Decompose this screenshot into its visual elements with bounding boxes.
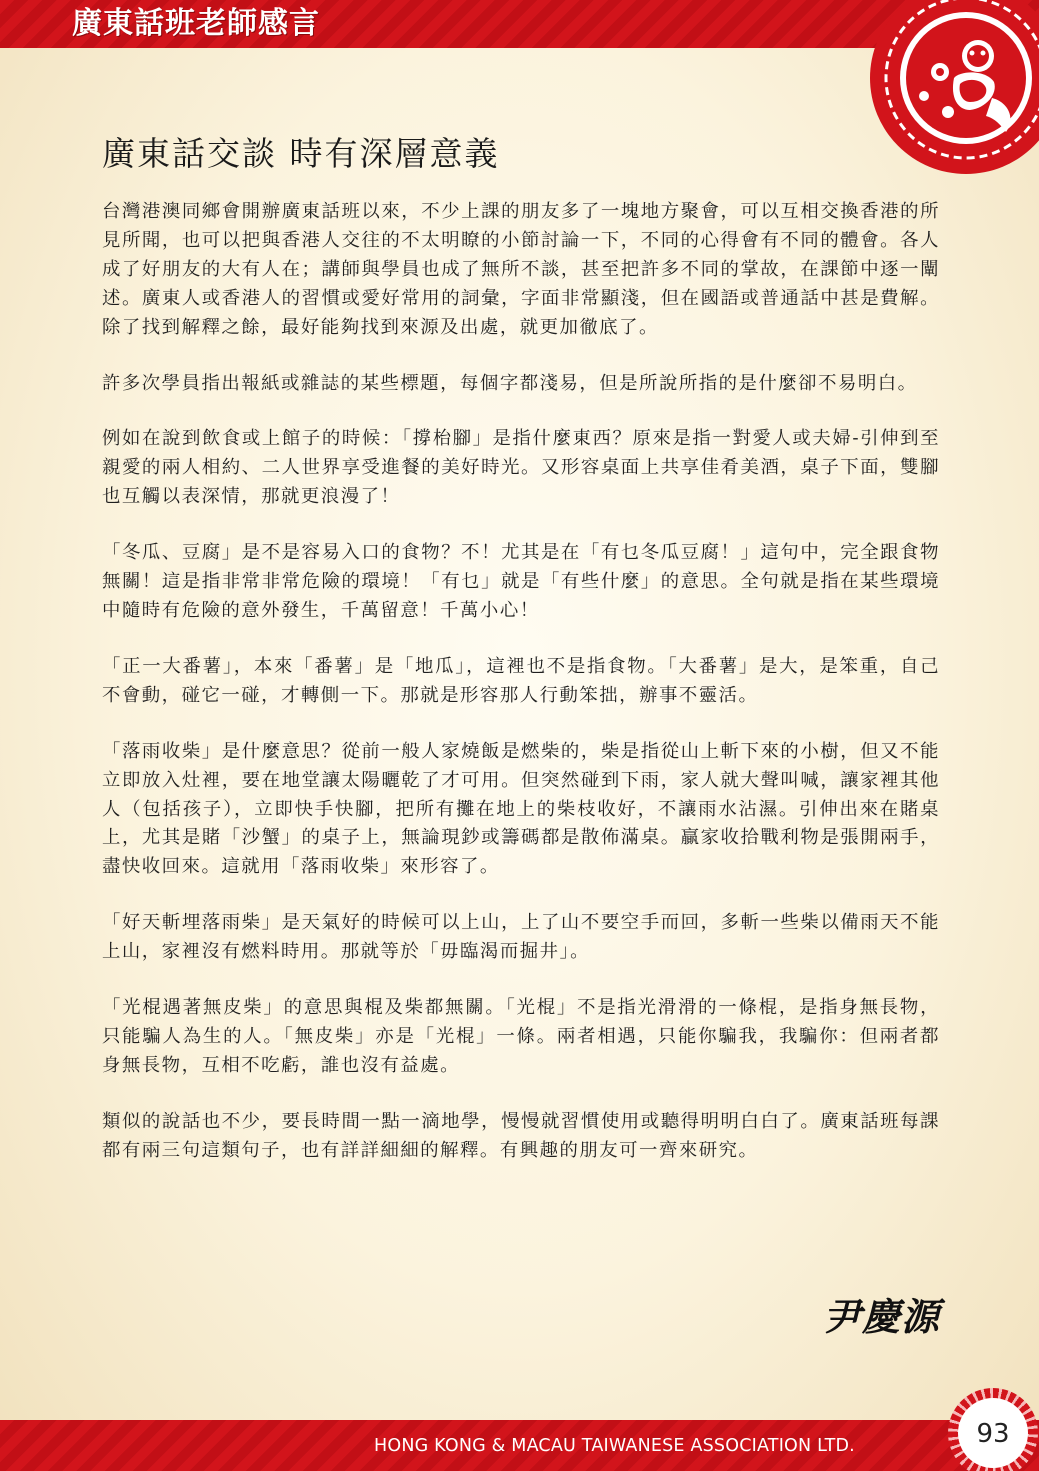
section-title: 廣東話班老師感言: [72, 6, 320, 41]
paragraph: 「好天斬埋落雨柴」是天氣好的時候可以上山，上了山不要空手而回，多斬一些柴以備雨天不能上山，家裡沒有燃料時用。那就等於「毋臨渴而掘井」。: [102, 912, 940, 963]
paragraph: 台灣港澳同鄉會開辦廣東話班以來，不少上課的朋友多了一塊地方聚會，可以互相交換香港的所見所聞，也可以把與香港人交往的不太明瞭的小節討論一下，不同的心得會有不同的體會。各人成了好朋友的大有人在；講師與學員也成了無所不談，甚至把許多不同的掌故，在課節中逐一闡述。廣東人或香港人的習慣或愛好常用的詞彙，字面非常顯淺，但在國語或普通話中甚是費解。除了找到解釋之餘，最好能夠找到來源及出處，就更加徹底了。: [102, 201, 940, 338]
paragraph: 「正一大番薯」，本來「番薯」是「地瓜」，這裡也不是指食物。「大番薯」是大，是笨重，自己不會動，碰它一碰，才轉側一下。那就是形容那人行動笨拙，辦事不靈活。: [102, 655, 940, 706]
paragraph: 「冬瓜、豆腐」是不是容易入口的食物？不！尤其是在「有乜冬瓜豆腐！」這句中，完全跟食物無關！這是指非常非常危險的環境！「有乜」就是「有些什麼」的意思。全句就是指在某些環境中隨時有危險的意外發生，千萬留意！千萬小心！: [102, 542, 940, 621]
article-title: 廣東話交談 時有深層意義: [102, 134, 500, 173]
paragraph: 許多次學員指出報紙或雜誌的某些標題，每個字都淺易，但是所說所指的是什麼卻不易明白。: [102, 372, 918, 394]
paragraph: 類似的說話也不少，要長時間一點一滴地學，慢慢就習慣使用或聽得明明白白了。廣東話班每課都有兩三句這類句子，也有詳詳細細的解釋。有興趣的朋友可一齊來研究。: [102, 1110, 940, 1161]
paragraph: 「落雨收柴」是什麼意思？從前一般人家燒飯是燃柴的，柴是指從山上斬下來的小樹，但又不能立即放入灶裡，要在地堂讓太陽曬乾了才可用。但突然碰到下雨，家人就大聲叫喊，讓家裡其他人（包括孩子），立即快手快腳，把所有攤在地上的柴枝收好，不讓雨水沾濕。引伸出來在賭桌上，尤其是賭「沙蟹」的桌子上，無論現鈔或籌碼都是散佈滿桌。贏家收拾戰利物是張開兩手，盡快收回來。這就用「落雨收柴」來形容了。: [102, 740, 940, 878]
author-signature: 尹慶源: [822, 1294, 940, 1339]
paragraph: 「光棍遇著無皮柴」的意思與棍及柴都無關。「光棍」不是指光滑滑的一條棍，是指身無長物，只能騙人為生的人。「無皮柴」亦是「光棍」一條。兩者相遇，只能你騙我，我騙你：但兩者都身無長物，互相不吃虧，誰也沒有益處。: [102, 997, 940, 1076]
article-body: [102, 198, 940, 1193]
paragraph: 例如在說到飲食或上館子的時候：「撐枱腳」是指什麼東西？原來是指一對愛人或夫婦-引伸到至親愛的兩人相約、二人世界享受進餐的美好時光。又形容桌面上共享佳肴美酒，桌子下面，雙腳也互觸以表深情，那就更浪漫了！: [102, 428, 940, 508]
footer-organization: HONG KONG & MACAU TAIWANESE ASSOCIATION LTD.: [374, 1436, 855, 1456]
page-number: 93: [958, 1398, 1028, 1468]
